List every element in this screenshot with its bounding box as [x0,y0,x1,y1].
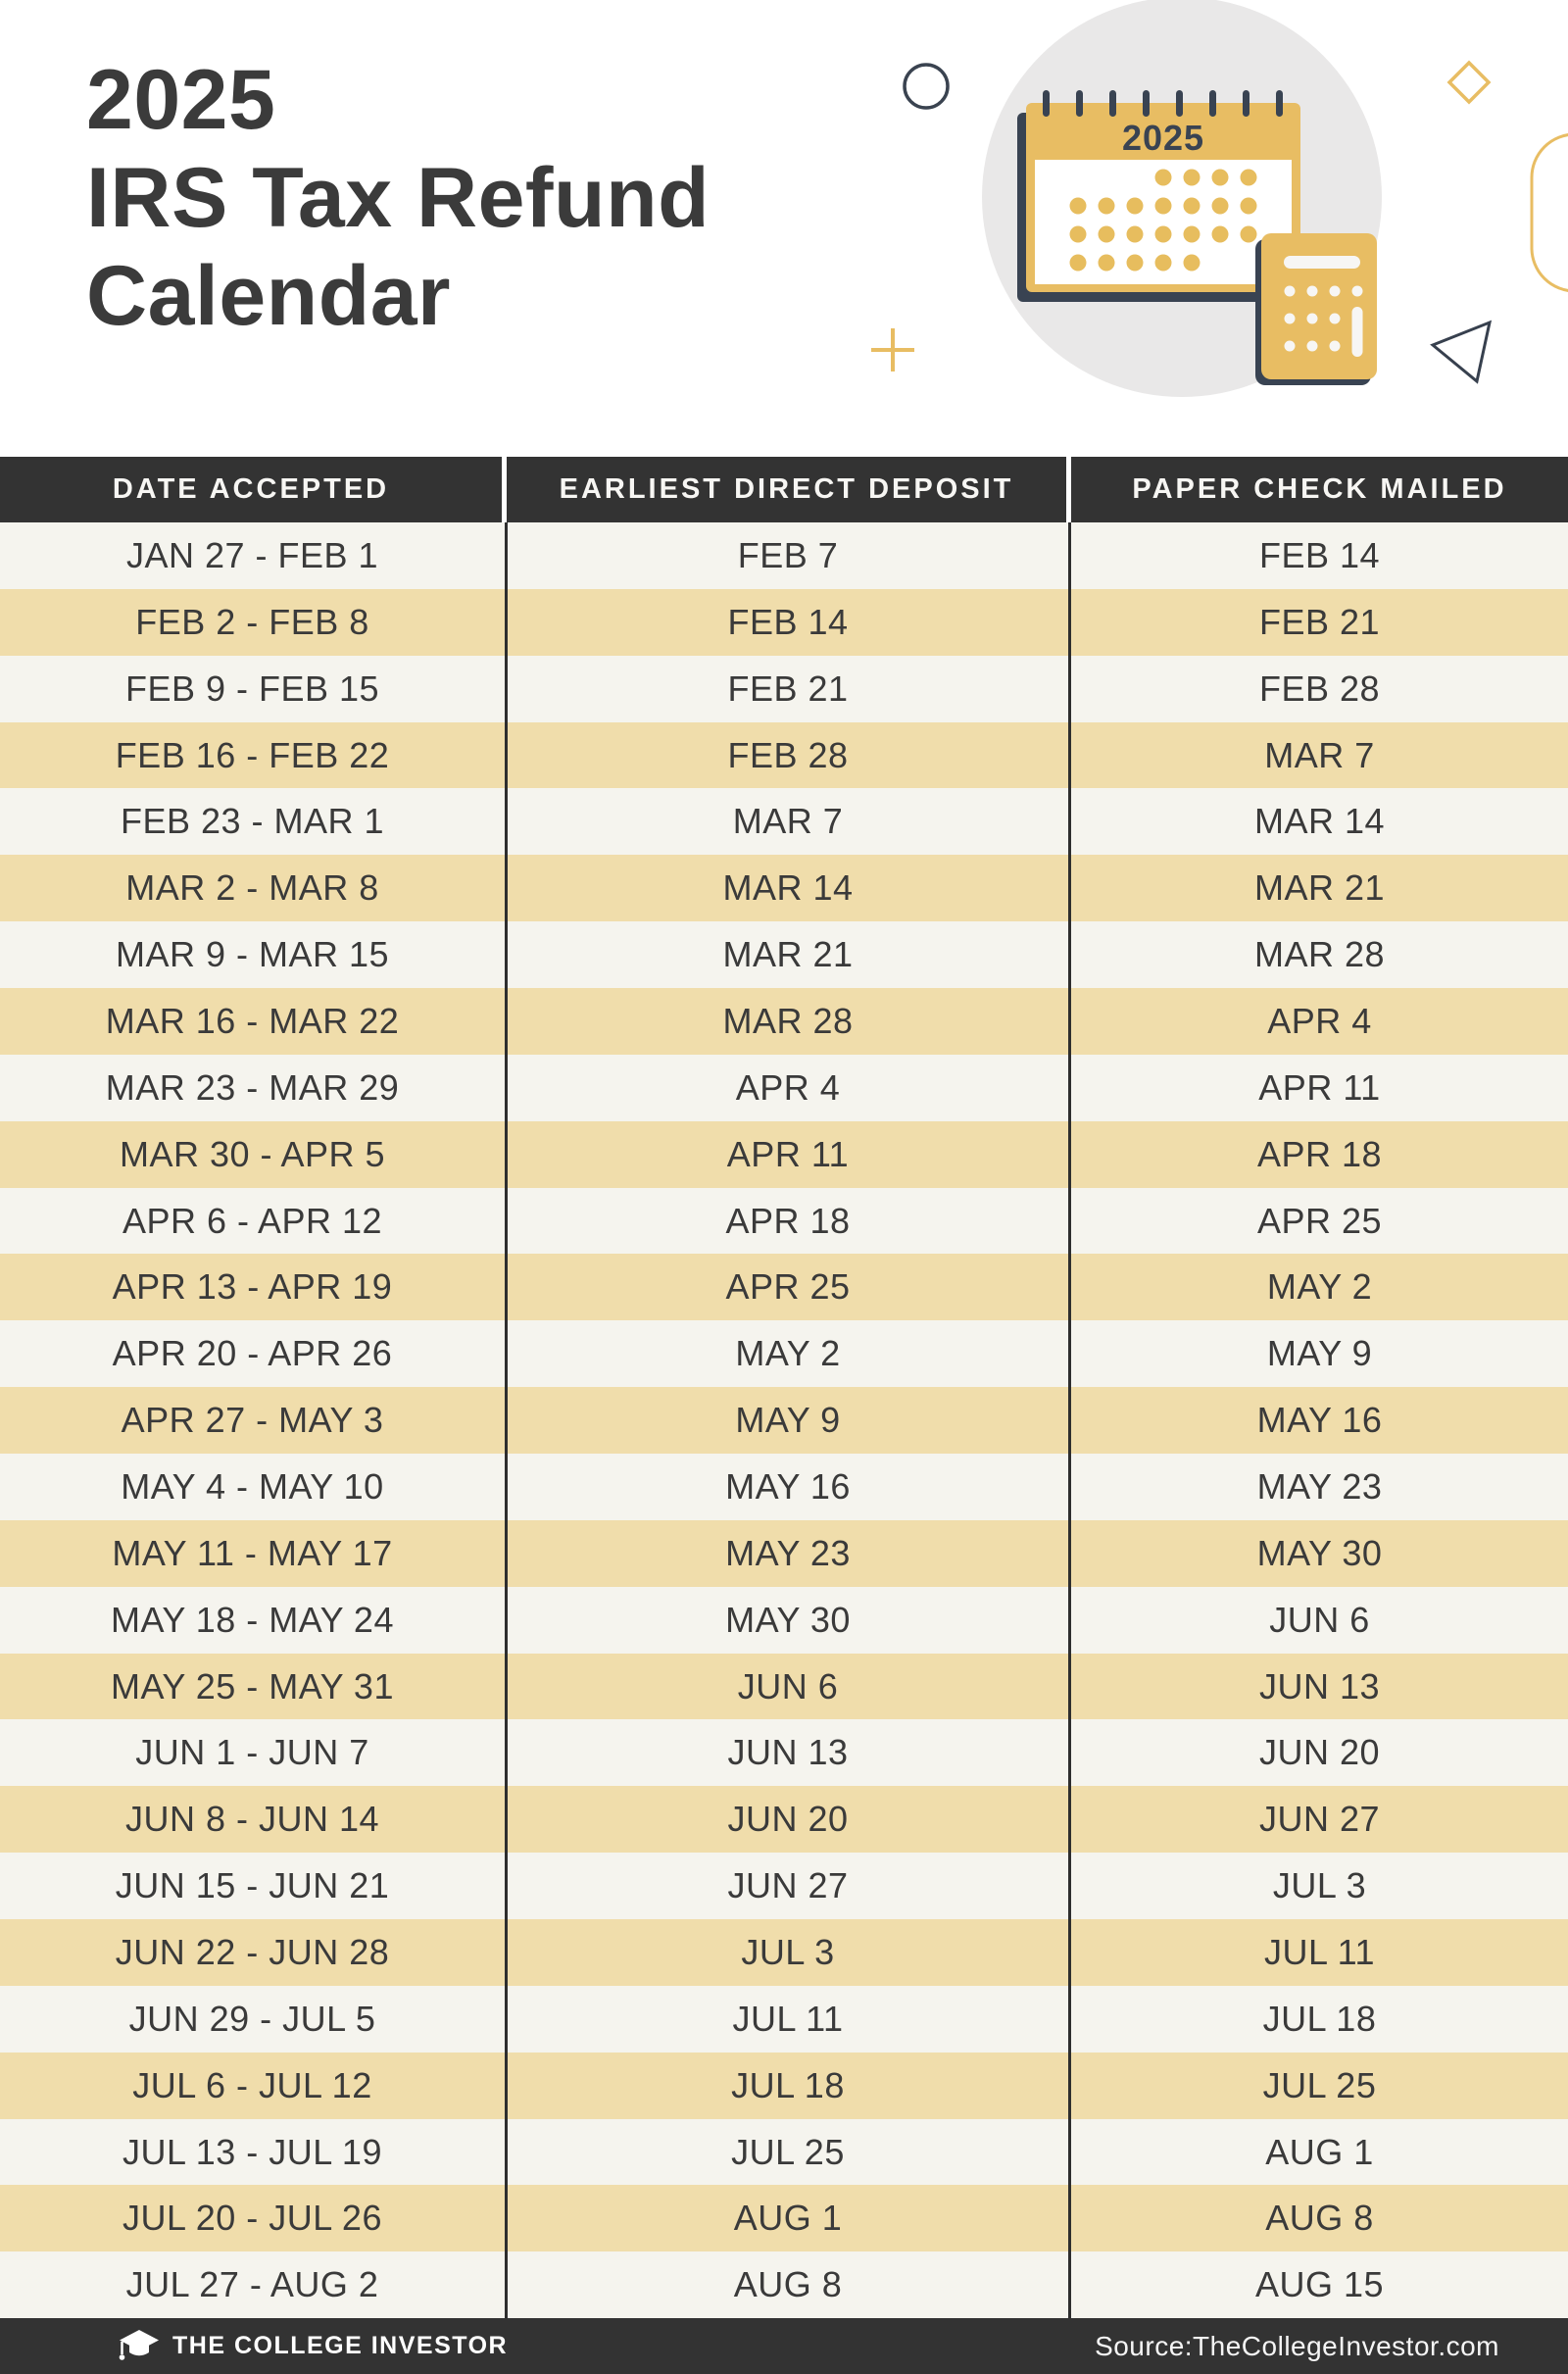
cell-check-mailed: JUL 25 [1068,2053,1568,2119]
rounded-square-outline-icon [1532,134,1568,291]
cell-direct-deposit: JUL 25 [505,2119,1068,2186]
cell-accepted: MAR 9 - MAR 15 [115,934,390,975]
cell-accepted: MAR 16 - MAR 22 [105,1000,400,1041]
cell-accepted: FEB 23 - MAR 1 [120,801,385,842]
cell-direct-deposit: MAY 2 [505,1320,1068,1387]
table-row [0,855,1568,921]
table-row [0,522,1568,589]
cell-check-mailed: APR 18 [1068,1121,1568,1188]
cell-accepted: MAY 4 - MAY 10 [121,1465,384,1507]
table-row [0,921,1568,988]
triangle-outline-icon [1433,322,1490,381]
table-row [0,1919,1568,1986]
table-row [0,1387,1568,1454]
cell-check-mailed: MAY 23 [1068,1454,1568,1520]
cell-check-mailed: JUN 6 [1068,1587,1568,1654]
cell-check-mailed: MAY 9 [1068,1320,1568,1387]
cell-check-mailed: AUG 15 [1068,2251,1568,2318]
plus-icon [871,328,914,371]
cell-accepted: MAY 11 - MAY 17 [112,1532,393,1573]
cell-accepted: JUN 8 - JUN 14 [124,1799,380,1840]
table-row [0,1587,1568,1654]
cell-direct-deposit: APR 25 [505,1254,1068,1320]
table-row [0,656,1568,722]
table-row [0,1520,1568,1587]
column-header-date-accepted: DATE ACCEPTED [0,457,502,522]
cell-direct-deposit: MAR 28 [505,988,1068,1055]
table-row [0,1055,1568,1121]
calculator-screen [1284,256,1360,269]
cell-accepted: MAR 30 - APR 5 [119,1133,386,1174]
cell-check-mailed: AUG 8 [1068,2185,1568,2251]
cell-direct-deposit: MAR 14 [505,855,1068,921]
cell-accepted: MAY 18 - MAY 24 [111,1599,394,1640]
calculator-body [1261,233,1377,379]
table-row [0,589,1568,656]
cell-check-mailed: FEB 21 [1068,589,1568,656]
cell-accepted: APR 6 - APR 12 [122,1200,383,1241]
circle-outline-icon [905,65,948,108]
cell-check-mailed: MAR 21 [1068,855,1568,921]
table-row [0,2053,1568,2119]
table-row [0,1853,1568,1919]
cell-direct-deposit: JUN 13 [505,1719,1068,1786]
table-row [0,2119,1568,2186]
table-row [0,2185,1568,2251]
cell-direct-deposit: MAY 16 [505,1454,1068,1520]
cell-check-mailed: APR 4 [1068,988,1568,1055]
cell-check-mailed: JUL 18 [1068,1986,1568,2053]
column-header-paper-check-mailed: PAPER CHECK MAILED [1071,457,1568,522]
cell-accepted: JUL 20 - JUL 26 [122,2198,382,2239]
cell-direct-deposit: AUG 1 [505,2185,1068,2251]
title-line-1: 2025 [86,53,276,147]
cell-check-mailed: JUL 11 [1068,1919,1568,1986]
table-row [0,1654,1568,1720]
cell-accepted: APR 13 - APR 19 [112,1266,393,1308]
cell-accepted: JAN 27 - FEB 1 [125,534,379,575]
title-line-2: IRS Tax Refund [86,151,710,245]
cell-direct-deposit: JUL 11 [505,1986,1068,2053]
table-row [0,1254,1568,1320]
cell-direct-deposit: MAR 21 [505,921,1068,988]
cell-check-mailed: AUG 1 [1068,2119,1568,2186]
cell-check-mailed: MAY 30 [1068,1520,1568,1587]
calendar-year-label: 2025 [1121,118,1205,158]
cell-direct-deposit: APR 11 [505,1121,1068,1188]
cell-accepted: JUL 27 - AUG 2 [125,2264,379,2305]
cell-accepted: JUL 6 - JUL 12 [132,2064,372,2105]
cell-direct-deposit: APR 18 [505,1188,1068,1255]
cell-check-mailed: JUN 13 [1068,1654,1568,1720]
cell-direct-deposit: JUL 3 [505,1919,1068,1986]
page-title [86,51,710,345]
table-row [0,722,1568,789]
cell-direct-deposit: JUL 18 [505,2053,1068,2119]
diamond-outline-icon [1449,63,1489,102]
cell-accepted: JUL 13 - JUL 19 [122,2131,382,2172]
table-row [0,1986,1568,2053]
hero-section [0,0,1568,457]
cell-accepted: MAR 2 - MAR 8 [125,867,379,909]
table-row [0,1719,1568,1786]
refund-schedule-table [0,522,1568,2318]
cell-accepted: MAY 25 - MAY 31 [111,1665,394,1706]
cell-direct-deposit: MAY 9 [505,1387,1068,1454]
table-row [0,1188,1568,1255]
table-row [0,988,1568,1055]
table-row [0,1121,1568,1188]
cell-accepted: JUN 15 - JUN 21 [115,1865,390,1906]
title-line-3: Calendar [86,249,452,343]
cell-accepted: FEB 9 - FEB 15 [124,668,380,709]
table-row [0,2251,1568,2318]
cell-check-mailed: MAY 16 [1068,1387,1568,1454]
cell-direct-deposit: APR 4 [505,1055,1068,1121]
cell-check-mailed: FEB 28 [1068,656,1568,722]
table-row [0,1786,1568,1853]
cell-direct-deposit: MAY 23 [505,1520,1068,1587]
cell-check-mailed: MAR 28 [1068,921,1568,988]
cell-check-mailed: MAR 7 [1068,722,1568,789]
cell-direct-deposit: MAR 7 [505,788,1068,855]
table-header-row [0,457,1568,522]
cell-accepted: FEB 16 - FEB 22 [115,734,390,775]
cell-direct-deposit: JUN 6 [505,1654,1068,1720]
source-attribution: Source:TheCollegeInvestor.com [1095,2330,1499,2361]
cell-check-mailed: MAY 2 [1068,1254,1568,1320]
cell-accepted: APR 27 - MAY 3 [121,1400,384,1441]
cell-check-mailed: JUN 20 [1068,1719,1568,1786]
cell-direct-deposit: MAY 30 [505,1587,1068,1654]
cell-check-mailed: FEB 14 [1068,522,1568,589]
cell-check-mailed: JUN 27 [1068,1786,1568,1853]
cell-direct-deposit: FEB 7 [505,522,1068,589]
cell-check-mailed: APR 11 [1068,1055,1568,1121]
cell-accepted: JUN 22 - JUN 28 [115,1931,390,1972]
graduation-cap-icon [118,2328,161,2365]
cell-accepted: APR 20 - APR 26 [112,1333,393,1374]
cell-direct-deposit: JUN 20 [505,1786,1068,1853]
cell-accepted: MAR 23 - MAR 29 [105,1066,400,1108]
footer-bar [0,2318,1568,2374]
cell-accepted: JUN 29 - JUL 5 [128,1998,376,2039]
cell-direct-deposit: FEB 28 [505,722,1068,789]
cell-direct-deposit: FEB 21 [505,656,1068,722]
cell-accepted: JUN 1 - JUN 7 [135,1732,369,1773]
cell-check-mailed: APR 25 [1068,1188,1568,1255]
column-header-earliest-direct-deposit: EARLIEST DIRECT DEPOSIT [507,457,1066,522]
cell-check-mailed: MAR 14 [1068,788,1568,855]
cell-direct-deposit: JUN 27 [505,1853,1068,1919]
table-row [0,1454,1568,1520]
cell-accepted: FEB 2 - FEB 8 [135,601,369,642]
brand-name: THE COLLEGE INVESTOR [172,2332,509,2359]
cell-check-mailed: JUL 3 [1068,1853,1568,1919]
table-row [0,1320,1568,1387]
calculator-icon [1255,233,1377,385]
brand-logo [118,2328,508,2365]
table-row [0,788,1568,855]
cell-direct-deposit: FEB 14 [505,589,1068,656]
cell-direct-deposit: AUG 8 [505,2251,1068,2318]
